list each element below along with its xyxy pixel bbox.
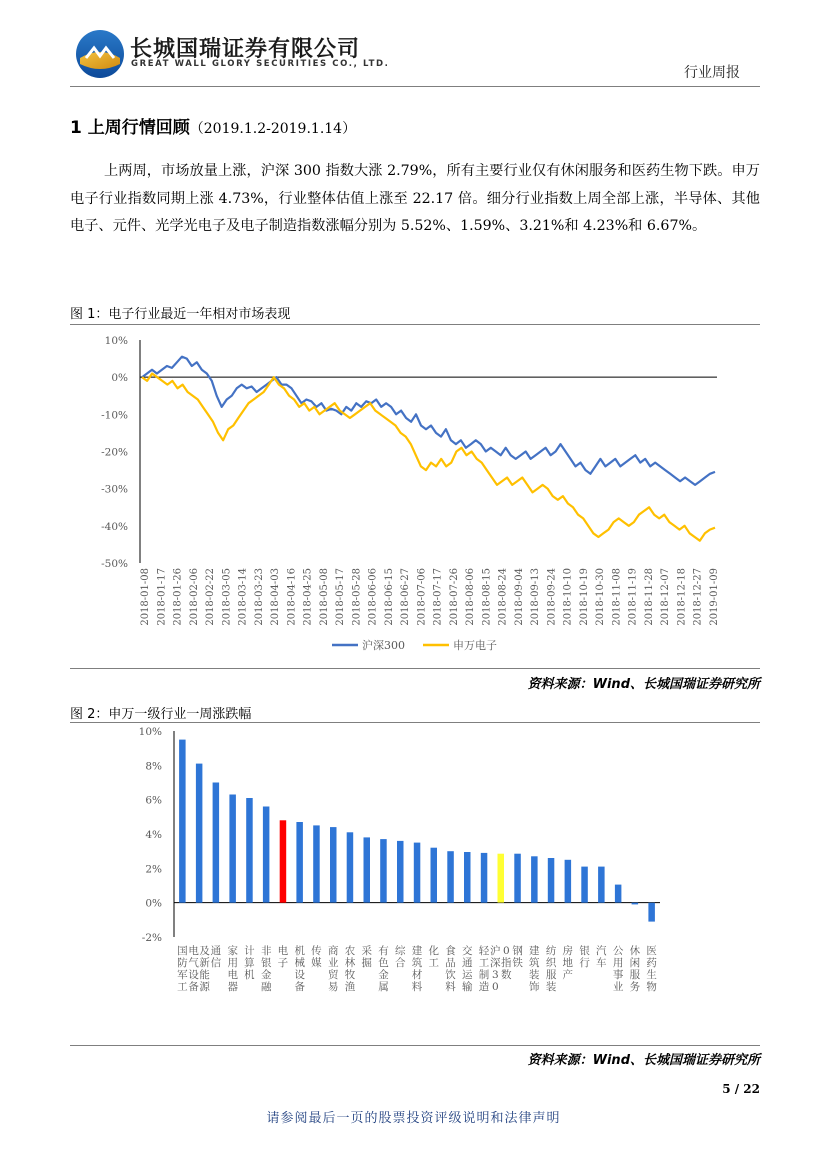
y-tick-label: 8% bbox=[145, 760, 162, 773]
x-tick-label: 2018-09-13 bbox=[530, 568, 542, 626]
bar bbox=[397, 841, 404, 903]
x-tick-label: 2018-07-17 bbox=[432, 568, 444, 626]
y-tick-label: -40% bbox=[101, 520, 128, 533]
bar bbox=[296, 822, 303, 903]
category-label: 非银金融 bbox=[260, 945, 272, 993]
x-tick-label: 2018-02-06 bbox=[188, 568, 200, 626]
category-label: 有色金属 bbox=[378, 945, 389, 993]
x-tick-label: 2018-11-28 bbox=[643, 568, 655, 626]
y-tick-label: 10% bbox=[104, 335, 128, 347]
category-label: 化工 bbox=[428, 945, 440, 969]
category-label: 综合 bbox=[394, 945, 406, 969]
x-tick-label: 2018-06-06 bbox=[367, 568, 379, 626]
y-tick-label: 0% bbox=[145, 897, 162, 910]
bar bbox=[229, 795, 236, 903]
x-tick-label: 2018-07-26 bbox=[448, 568, 460, 626]
x-tick-label: 2018-01-26 bbox=[172, 568, 184, 626]
line-chart bbox=[70, 326, 760, 666]
page-number: 5 / 22 bbox=[722, 1082, 760, 1096]
x-tick-label: 2018-06-15 bbox=[383, 568, 395, 626]
x-tick-label: 2018-01-08 bbox=[140, 568, 151, 626]
x-tick-label: 2018-03-23 bbox=[253, 568, 265, 626]
x-tick-label: 2018-11-19 bbox=[627, 568, 639, 626]
x-tick-label: 2018-07-06 bbox=[416, 568, 428, 626]
x-tick-label: 2018-10-10 bbox=[562, 568, 574, 626]
category-label: 国防军工 bbox=[177, 945, 188, 993]
figure1-caption: 图 1：电子行业最近一年相对市场表现 bbox=[70, 307, 291, 322]
company-logo-icon bbox=[74, 28, 126, 80]
figure2-bottom-rule bbox=[70, 1045, 760, 1046]
category-label: 电子 bbox=[277, 945, 289, 969]
category-label: 交通运输 bbox=[462, 945, 473, 993]
x-tick-label: 2018-05-08 bbox=[318, 568, 330, 626]
bar bbox=[347, 832, 354, 902]
x-tick-label: 2018-12-07 bbox=[660, 568, 672, 626]
legend-label-1: 申万电子 bbox=[453, 639, 497, 652]
category-label: 银行 bbox=[579, 945, 590, 969]
bar bbox=[531, 856, 538, 902]
footer-disclaimer: 请参阅最后一页的股票投资评级说明和法律声明 bbox=[266, 1111, 561, 1126]
x-tick-label: 2018-04-03 bbox=[270, 568, 282, 626]
bar bbox=[514, 854, 521, 903]
bar bbox=[581, 867, 588, 903]
bar bbox=[481, 853, 488, 903]
x-tick-label: 2018-09-04 bbox=[513, 568, 525, 626]
x-tick-label: 2018-05-28 bbox=[351, 568, 363, 626]
bar bbox=[431, 848, 438, 903]
figure1-bottom-rule bbox=[70, 668, 760, 669]
legend-label-0: 沪深300 bbox=[362, 639, 405, 652]
x-tick-label: 2018-05-17 bbox=[335, 568, 347, 626]
bar bbox=[615, 885, 622, 903]
bar bbox=[196, 764, 203, 903]
category-label: 电气设备及新能源 bbox=[188, 945, 210, 993]
bar bbox=[464, 852, 471, 903]
category-label: 食品饮料 bbox=[445, 945, 456, 993]
body-paragraph: 上两周，市场放量上涨，沪深 300 指数大涨 2.79%，所有主要行业仅有休闲服务和医药生物下跌。申万电子行业指数同期上涨 4.73%，行业整体估值上涨至 22.17 倍。细分行业指数上周全部上涨，半导体、其他电子、元件、光学光电子及电子制造指数涨幅分别为 5.52%、1.59%、3.21%和 4.23%和 6.67%。 bbox=[70, 163, 760, 235]
figure2-source: 资料来源：Wind、长城国瑞证券研究所 bbox=[527, 1053, 760, 1068]
bar-chart bbox=[70, 722, 760, 1044]
bar bbox=[280, 820, 287, 902]
y-tick-label: 2% bbox=[145, 863, 162, 876]
category-label: 家用电器 bbox=[227, 945, 238, 993]
bar bbox=[565, 860, 572, 903]
y-tick-label: -10% bbox=[101, 409, 128, 422]
category-label: 农林牧渔 bbox=[344, 945, 356, 993]
x-tick-label: 2018-08-06 bbox=[465, 568, 477, 626]
bar bbox=[364, 837, 371, 902]
figure2-caption: 图 2：申万一级行业一周涨跌幅 bbox=[70, 707, 252, 722]
bar bbox=[380, 839, 387, 903]
bar bbox=[246, 798, 253, 903]
bar bbox=[447, 851, 454, 903]
figure1-top-rule bbox=[70, 324, 760, 325]
bar bbox=[414, 843, 421, 903]
section-title bbox=[70, 113, 356, 138]
bar bbox=[263, 807, 270, 903]
x-tick-label: 2018-04-16 bbox=[286, 568, 298, 626]
category-label: 休闲服务 bbox=[629, 945, 641, 993]
company-name-cn: 长城国瑞证券有限公司 bbox=[130, 37, 361, 62]
bar bbox=[548, 858, 555, 903]
x-tick-label: 2018-02-22 bbox=[205, 568, 217, 626]
x-tick-label: 2018-06-27 bbox=[400, 568, 412, 626]
bar bbox=[313, 825, 320, 902]
x-tick-label: 2018-09-24 bbox=[546, 568, 558, 626]
category-label: 建筑装饰 bbox=[529, 945, 540, 993]
x-tick-label: 2018-12-27 bbox=[692, 568, 704, 626]
category-label: 通信 bbox=[210, 945, 222, 969]
x-tick-label: 2018-11-08 bbox=[611, 568, 623, 626]
y-tick-label: 6% bbox=[145, 794, 162, 807]
bar bbox=[179, 740, 186, 903]
y-tick-label: 0% bbox=[111, 372, 128, 385]
category-label: 商业贸易 bbox=[327, 945, 339, 993]
bar bbox=[598, 867, 605, 903]
bar bbox=[213, 783, 220, 903]
category-label: 钢铁 bbox=[512, 945, 523, 969]
x-tick-label: 2018-01-17 bbox=[156, 568, 168, 626]
category-label: 传媒 bbox=[311, 945, 322, 969]
y-tick-label: -30% bbox=[101, 483, 128, 496]
category-label: 医药生物 bbox=[646, 945, 657, 993]
y-tick-label: -20% bbox=[101, 446, 128, 459]
x-tick-label: 2018-03-14 bbox=[237, 568, 249, 626]
bar bbox=[330, 827, 337, 903]
section-title-text: 上周行情回顾 bbox=[87, 118, 190, 138]
x-tick-label: 2018-04-25 bbox=[302, 568, 314, 626]
x-tick-label: 2018-03-05 bbox=[221, 568, 233, 626]
x-tick-label: 2018-08-15 bbox=[481, 568, 493, 626]
category-label: 房地产 bbox=[562, 945, 574, 981]
x-tick-label: 2018-12-18 bbox=[676, 568, 688, 626]
category-label: 汽车 bbox=[596, 945, 607, 969]
figure1-source: 资料来源：Wind、长城国瑞证券研究所 bbox=[527, 677, 760, 692]
section-date-range: （2019.1.2-2019.1.14） bbox=[189, 121, 357, 137]
company-name-en: GREAT WALL GLORY SECURITIES CO., LTD. bbox=[131, 59, 390, 69]
y-tick-label: 10% bbox=[138, 726, 162, 738]
category-label: 公用事业 bbox=[612, 945, 624, 993]
category-label: 采掘 bbox=[361, 945, 372, 969]
bar bbox=[648, 903, 655, 922]
category-label: 计算机 bbox=[244, 945, 255, 981]
header-divider bbox=[70, 86, 760, 87]
y-tick-label: -2% bbox=[141, 932, 162, 944]
x-tick-label: 2018-10-19 bbox=[578, 568, 590, 626]
section-number: 1 bbox=[70, 118, 82, 138]
report-type: 行业周报 bbox=[684, 65, 740, 81]
y-tick-label: 4% bbox=[145, 829, 162, 841]
category-label: 轻工制造 bbox=[478, 945, 490, 993]
category-label: 机械设备 bbox=[294, 945, 305, 993]
bar bbox=[498, 854, 505, 903]
category-label: 纺织服装 bbox=[545, 945, 557, 993]
category-label: 沪深 3 00 指数 bbox=[490, 945, 512, 993]
category-label: 建筑材料 bbox=[411, 945, 423, 993]
bar bbox=[632, 903, 639, 905]
x-tick-label: 2018-10-30 bbox=[595, 568, 607, 626]
y-tick-label: -50% bbox=[101, 558, 128, 570]
x-tick-label: 2018-08-24 bbox=[497, 568, 509, 626]
x-tick-label: 2019-01-09 bbox=[709, 568, 720, 626]
